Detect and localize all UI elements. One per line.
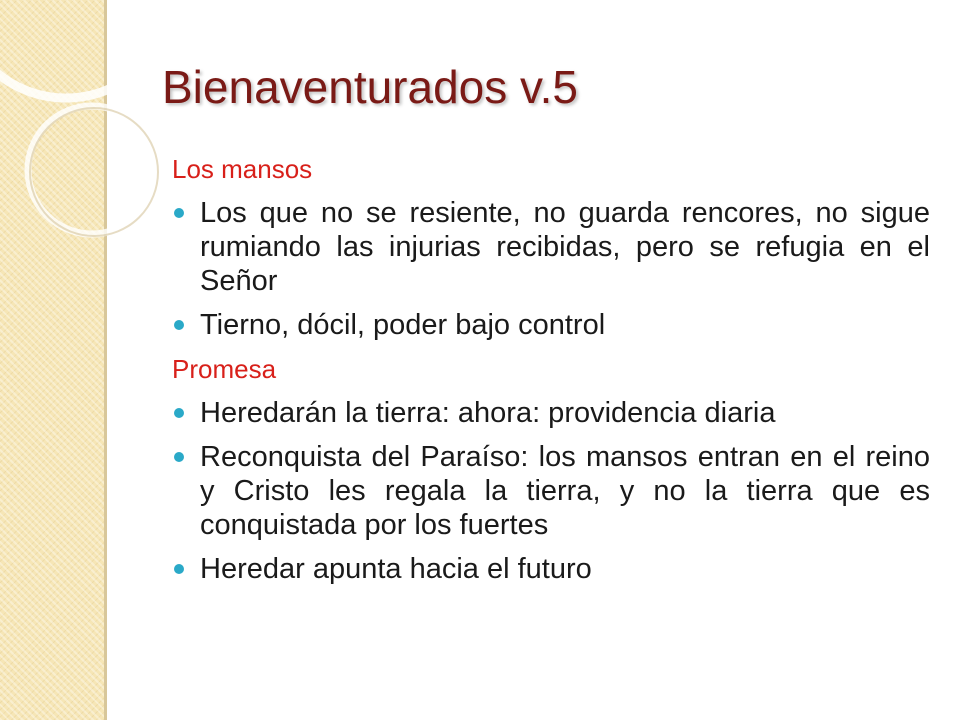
section-heading: Promesa bbox=[172, 354, 277, 384]
slide-title: Bienaventurados v.5 bbox=[162, 61, 578, 113]
bullet-text: Reconquista del Paraíso: los mansos entran en el reino y Cristo les regala la tierra, y no la tierra que es conquistada por los fuertes bbox=[200, 441, 930, 541]
bullet-dot bbox=[174, 320, 184, 330]
bullet-text: Los que no se resiente, no guarda rencores, no sigue rumiando las injurias recibidas, pero se refugia en el Señor bbox=[200, 197, 930, 297]
bullet-dot bbox=[174, 564, 184, 574]
section-promesa bbox=[172, 352, 930, 586]
bullet-dot bbox=[174, 408, 184, 418]
bullet-item bbox=[172, 552, 930, 586]
bullet-item bbox=[172, 196, 930, 298]
decorative-circle-large bbox=[0, 0, 174, 98]
slide-body bbox=[172, 152, 930, 596]
bullet-text: Heredar apunta hacia el futuro bbox=[200, 553, 592, 585]
bullet-dot bbox=[174, 452, 184, 462]
bullet-dot bbox=[174, 208, 184, 218]
bullet-text: Heredarán la tierra: ahora: providencia diaria bbox=[200, 397, 776, 429]
bullet-item bbox=[172, 396, 930, 430]
section-mansos bbox=[172, 152, 930, 342]
section-heading: Los mansos bbox=[172, 154, 313, 184]
bullet-item bbox=[172, 440, 930, 542]
bullet-item bbox=[172, 308, 930, 342]
bullet-text: Tierno, dócil, poder bajo control bbox=[200, 309, 606, 341]
decorative-circle-small-shadow bbox=[30, 108, 158, 236]
